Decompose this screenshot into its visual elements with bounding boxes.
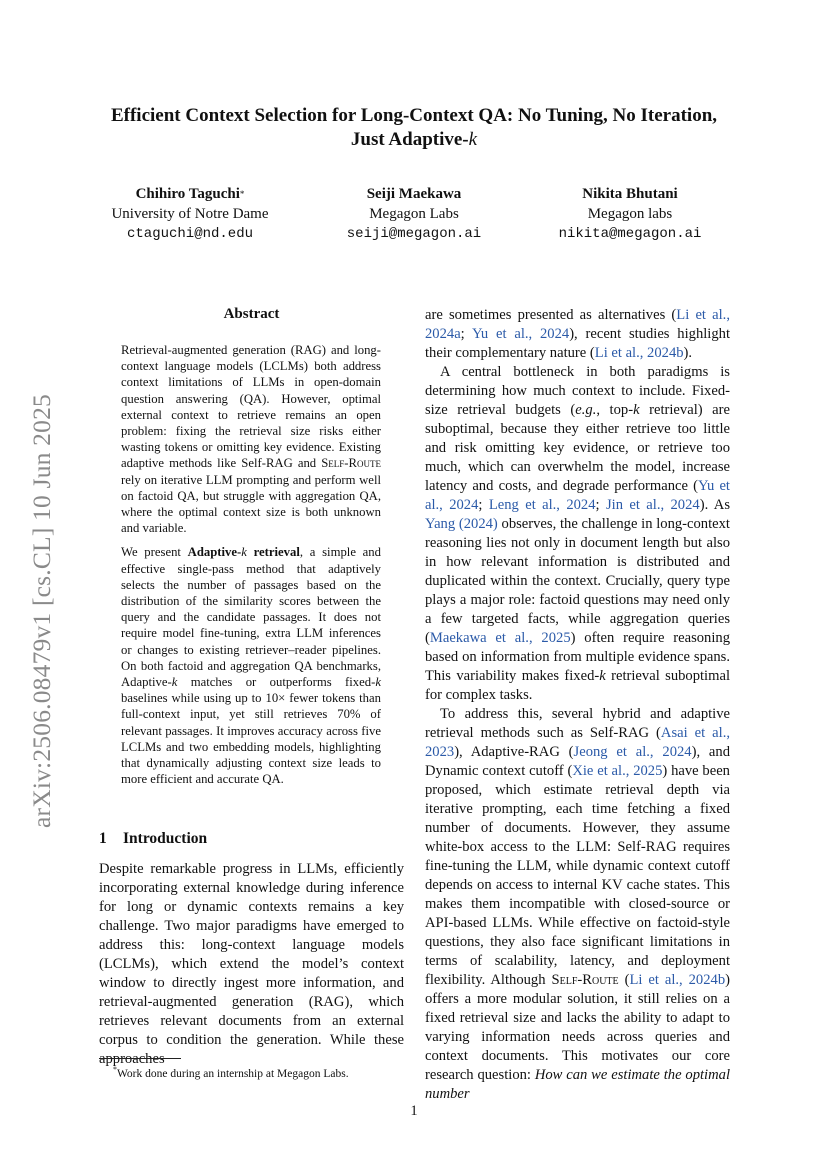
author-1 [80, 184, 300, 244]
citation-link[interactable]: Yang (2024) [425, 516, 498, 532]
author-name: Seiji Maekawa [366, 186, 462, 202]
footnote-rule [99, 1058, 181, 1059]
citation-link[interactable]: Yu et al., 2024 [425, 478, 730, 513]
author-email[interactable]: ctaguchi@nd.edu [126, 226, 254, 242]
citation-link[interactable]: Li et al., 2024b [629, 972, 726, 988]
author-affiliation: University of Notre Dame [111, 206, 269, 222]
title-line-1: Efficient Context Selection for Long-Context QA: No Tuning, No Iteration, [110, 105, 718, 126]
author-2 [304, 184, 524, 244]
intro-paragraph: To address this, several hybrid and adaptive retrieval methods such as Self-RAG (Asai et al., 2023), Adaptive-RAG (Jeong et al., 2024), and Dynamic context cutoff (Xie et al., 2025) have been proposed, which estimate retrieval depth via iterative prompting, each time fetching a fixed number of documents. However, they assume white-box access to the LLM: Self-RAG requires fine-tuning the LLM, while dynamic context cutoff depends on access to internal KV cache states. This makes them incompatible with closed-source or API-based LLMs. While effective on factoid-style questions, they also face significant limitations in terms of scalability, latency, and deployment flexibility. Although Self-Route (Li et al., 2024b) offers a more modular solution, it still relies on a fixed retrieval size and lacks the ability to adapt to varying information needs across queries and context documents. This motivates our core research question: How can we estimate the optimal number [425, 706, 730, 1102]
abstract-body [121, 342, 381, 795]
author-affiliation: Megagon Labs [369, 206, 459, 222]
citation-link[interactable]: Li et al., 2024b [594, 345, 684, 361]
author-email[interactable]: nikita@megagon.ai [558, 226, 702, 242]
citation-link[interactable]: Maekawa et al., 2025 [429, 630, 571, 646]
author-affiliation: Megagon labs [587, 206, 673, 222]
citation-link[interactable]: Jin et al., 2024 [605, 497, 700, 513]
citation-link[interactable]: Yu et al., 2024 [472, 326, 570, 342]
title-k: k [468, 129, 478, 150]
author-3 [520, 184, 740, 244]
paper-title [80, 104, 748, 152]
citation-link[interactable]: Jeong et al., 2024 [573, 744, 692, 760]
citation-link[interactable]: Asai et al., 2023 [425, 725, 730, 760]
abstract-paragraph-1: Retrieval-augmented generation (RAG) and long-context language models (LCLMs) both address context limitations of LLMs in open-domain question answering (QA). However, optimal external context to retrieve remains an open problem: fixing the retrieval size risks either wasting tokens or omitting key evidence. Existing adaptive methods like Self-RAG and Self-Route rely on iterative LLM prompting and perform well on factoid QA, but struggle with aggregation QA, where the optimal context size is both unknown and variable. [121, 343, 381, 536]
intro-left-column [99, 860, 404, 1069]
author-name: Chihiro Taguchi* [135, 186, 245, 202]
citation-link[interactable]: Leng et al., 2024 [488, 497, 596, 513]
arxiv-stamp: arXiv:2506.08479v1 [cs.CL] 10 Jun 2025 [27, 394, 56, 828]
intro-paragraph: are sometimes presented as alternatives (Li et al., 2024a; Yu et al., 2024), recent studies highlight their complementary nature (Li et al., 2024b). [425, 307, 730, 361]
citation-link[interactable]: Li et al., 2024a [425, 307, 730, 342]
author-name: Nikita Bhutani [582, 186, 678, 202]
author-email[interactable]: seiji@megagon.ai [346, 226, 482, 242]
citation-link[interactable]: Xie et al., 2025 [572, 763, 663, 779]
abstract-paragraph-2: We present Adaptive-k retrieval, a simple and effective single-pass method that adaptively selects the number of passages based on the distribution of the similarity scores between the query and the candidate passages. It does not require model fine-tuning, extra LLM inferences or changes to existing retriever–reader pipelines. On both factoid and aggregation QA benchmarks, Adaptive-k matches or outperforms fixed-k baselines while using up to 10× fewer tokens than full-context input, yet still retrieves 70% of relevant passages. It improves accuracy across five LCLMs and two embedding models, highlighting that dynamically adjusting context size leads to more efficient and accurate QA. [121, 545, 381, 787]
footnote: *Work done during an internship at Megagon Labs. [113, 1065, 349, 1080]
page-number: 1 [410, 1103, 418, 1119]
title-line-2 [80, 128, 748, 152]
abstract-heading: Abstract [223, 306, 280, 322]
intro-right-column [425, 306, 730, 1104]
title-line-2-text: Just Adaptive- [350, 129, 469, 150]
intro-paragraph: A central bottleneck in both paradigms is determining how much context to include. Fixed-size retrieval budgets (e.g., top-k retrieval) are suboptimal, because they either retrieve too little and risk omitting key evidence, or retrieve too much, which can overwhelm the model, increase latency and costs, and degrade performance (Yu et al., 2024; Leng et al., 2024; Jin et al., 2024). As Yang (2024) observes, the challenge in long-context reasoning lies not only in document length but also in how relevant information is distributed and duplicated within the context. Crucially, query type plays a major role: factoid questions may need only a few targeted facts, while aggregation queries (Maekawa et al., 2025) often require reasoning based on information from multiple evidence spans. This variability makes fixed-k retrieval suboptimal for complex tasks. [425, 364, 731, 703]
section-heading-introduction: 1 Introduction [99, 830, 208, 847]
intro-paragraph: Despite remarkable progress in LLMs, efficiently incorporating external knowledge during inference for long or dynamic contexts remains a key challenge. Two major paradigms have emerged to address this: long-context language models (LCLMs), which extend the model’s context window to directly ingest more information, and retrieval-augmented generation (RAG), which retrieves relevant documents from an external corpus to condition the generation. While these approaches [99, 861, 404, 1067]
